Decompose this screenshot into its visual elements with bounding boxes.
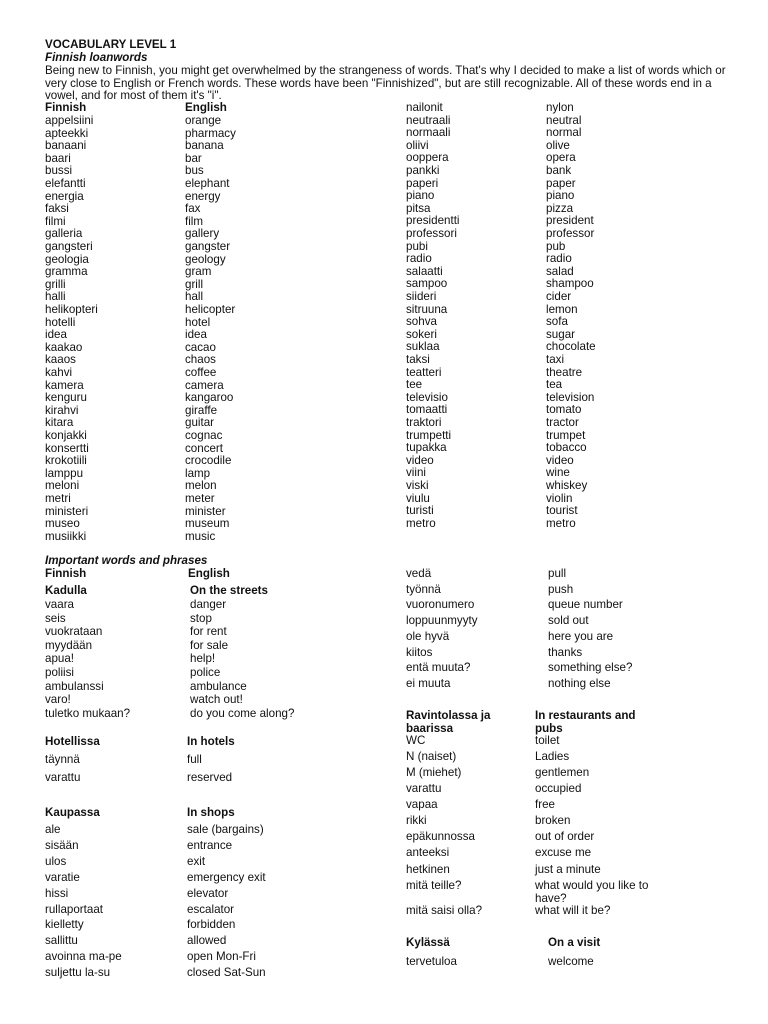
finnish-word: grilli (45, 277, 66, 291)
english-word: opera (546, 151, 576, 165)
english-word: salad (546, 264, 574, 278)
finnish-word: vaara (45, 598, 75, 611)
english-word: cider (546, 290, 572, 303)
english-word: thanks (548, 645, 583, 659)
english-word: piano (546, 189, 575, 203)
english-word: olive (546, 138, 570, 152)
finnish-word: myydään (45, 638, 93, 652)
finnish-word: energia (45, 189, 84, 203)
finnish-word: ministeri (45, 504, 89, 518)
finnish-word: geologia (45, 252, 89, 266)
streets-heading-en: On the streets (190, 584, 268, 597)
english-word: neutral (546, 113, 582, 127)
english-word: normal (546, 126, 582, 140)
hotels-heading-en: In hotels (187, 735, 235, 748)
english-word: nothing else (548, 676, 611, 690)
english-word: bar (185, 151, 202, 165)
finnish-word: WC (406, 734, 426, 747)
finnish-word: tervetuloa (406, 955, 457, 968)
restaurants-heading-fi: Ravintolassa ja baarissa (406, 709, 491, 735)
finnish-word: sokeri (406, 327, 437, 341)
english-word: melon (185, 479, 217, 493)
finnish-word: paperi (406, 176, 439, 190)
english-word: forbidden (187, 918, 236, 932)
loan-header-english: English (185, 101, 227, 114)
finnish-word: gangsteri (45, 240, 93, 253)
english-word: television (546, 390, 595, 404)
finnish-word: banaani (45, 139, 87, 153)
streets-heading-fi: Kadulla (45, 584, 87, 597)
english-word: president (546, 214, 594, 228)
finnish-word: meloni (45, 479, 80, 493)
finnish-word: varattu (45, 770, 81, 784)
finnish-word: entä muuta? (406, 661, 471, 675)
english-word: police (190, 666, 221, 679)
english-word: radio (546, 252, 572, 266)
english-word: occupied (535, 782, 582, 795)
english-word: helicopter (185, 303, 236, 316)
finnish-word: nailonit (406, 101, 443, 114)
finnish-word: teatteri (406, 365, 442, 379)
english-word: sofa (546, 315, 568, 329)
finnish-word: apteekki (45, 126, 89, 140)
finnish-word: ulos (45, 854, 67, 868)
finnish-word: varatie (45, 870, 80, 884)
english-word: theatre (546, 365, 583, 379)
english-word: gangster (185, 240, 231, 253)
shops-heading-en: In shops (187, 806, 235, 819)
finnish-word: traktori (406, 416, 442, 429)
finnish-word: työnnä (406, 582, 441, 596)
finnish-word: ooppera (406, 151, 449, 165)
english-word: Ladies (535, 750, 570, 763)
loan-header-finnish: Finnish (45, 101, 87, 114)
english-word: trumpet (546, 428, 586, 442)
finnish-word: hissi (45, 886, 69, 900)
english-word: emergency exit (187, 870, 266, 884)
english-word: just a minute (535, 863, 601, 876)
finnish-word: kirahvi (45, 403, 79, 417)
english-word: pub (546, 239, 566, 253)
finnish-word: ole hyvä (406, 629, 450, 643)
finnish-word: pitsa (406, 201, 431, 215)
finnish-word: kiitos (406, 645, 433, 659)
finnish-word: seis (45, 611, 66, 625)
finnish-word: vuoronumero (406, 598, 475, 612)
english-word: idea (185, 328, 207, 342)
english-word: tractor (546, 416, 579, 429)
finnish-word: sampoo (406, 277, 448, 291)
english-word: here you are (548, 629, 614, 643)
english-word: pharmacy (185, 126, 236, 140)
english-word: excuse me (535, 846, 592, 859)
finnish-word: rikki (406, 814, 427, 827)
english-word: entrance (187, 838, 233, 852)
english-word: taxi (546, 353, 565, 366)
finnish-word: hotelli (45, 315, 76, 329)
finnish-word: televisio (406, 390, 448, 404)
finnish-word: vapaa (406, 798, 438, 811)
finnish-word: vuokrataan (45, 625, 103, 639)
english-word: danger (190, 598, 227, 611)
english-word: shampoo (546, 277, 594, 291)
finnish-word: siideri (406, 290, 437, 303)
finnish-word: pubi (406, 239, 428, 253)
finnish-word: idea (45, 328, 67, 342)
english-word: tomato (546, 403, 582, 417)
english-word: for rent (190, 625, 227, 639)
english-word: grill (185, 277, 204, 291)
finnish-word: kenguru (45, 391, 87, 405)
finnish-word: trumpetti (406, 428, 452, 442)
english-word: paper (546, 176, 576, 190)
finnish-word: vedä (406, 567, 432, 580)
finnish-word: sisään (45, 838, 79, 852)
english-word: for sale (190, 638, 229, 652)
finnish-word: anteeksi (406, 846, 450, 859)
finnish-word: varo! (45, 693, 71, 707)
english-word: geology (185, 252, 226, 266)
shops-heading-fi: Kaupassa (45, 806, 100, 819)
english-word: elevator (187, 886, 229, 900)
english-word: concert (185, 441, 224, 455)
english-word: museum (185, 517, 230, 531)
phrases-header-finnish: Finnish (45, 567, 87, 580)
english-word: queue number (548, 598, 623, 612)
english-word: welcome (548, 955, 594, 968)
english-word: broken (535, 814, 571, 827)
finnish-word: turisti (406, 504, 434, 518)
finnish-word: sallittu (45, 934, 78, 948)
english-word: something else? (548, 661, 633, 675)
english-word: what would you like to have? (535, 879, 649, 905)
english-word: coffee (185, 366, 217, 379)
phrases-title: Important words and phrases (45, 554, 208, 567)
page-title: VOCABULARY LEVEL 1 (45, 38, 177, 51)
english-word: closed Sat-Sun (187, 966, 266, 980)
finnish-word: taksi (406, 353, 430, 366)
english-word: do you come along? (190, 706, 295, 720)
finnish-word: tupakka (406, 441, 447, 455)
finnish-word: musiikki (45, 529, 87, 543)
english-word: bank (546, 164, 572, 177)
finnish-word: normaali (406, 126, 451, 140)
finnish-word: poliisi (45, 666, 74, 679)
finnish-word: ale (45, 823, 61, 836)
finnish-word: loppuunmyyty (406, 614, 478, 628)
finnish-word: tee (406, 378, 423, 392)
finnish-word: filmi (45, 214, 66, 228)
english-word: watch out! (190, 693, 243, 707)
finnish-word: gramma (45, 265, 88, 279)
english-word: chocolate (546, 340, 596, 354)
english-word: elephant (185, 177, 230, 190)
page-subtitle: Finnish loanwords (45, 51, 148, 64)
english-word: cacao (185, 340, 216, 354)
english-word: giraffe (185, 403, 218, 417)
english-word: toilet (535, 734, 560, 747)
english-word: film (185, 214, 204, 228)
english-word: energy (185, 189, 221, 203)
finnish-word: viini (406, 466, 426, 480)
english-word: metro (546, 516, 576, 530)
english-word: meter (185, 492, 215, 505)
finnish-word: neutraali (406, 113, 451, 127)
finnish-word: oliivi (406, 138, 429, 152)
english-word: orange (185, 114, 222, 127)
finnish-word: apua! (45, 652, 75, 666)
finnish-word: N (naiset) (406, 750, 457, 763)
english-word: gram (185, 265, 212, 279)
english-word: minister (185, 504, 226, 518)
phrases-header-english: English (188, 567, 230, 580)
english-word: escalator (187, 902, 235, 916)
english-word: lamp (185, 466, 211, 480)
finnish-word: kahvi (45, 366, 73, 379)
finnish-word: sohva (406, 315, 437, 329)
finnish-word: ambulanssi (45, 679, 104, 693)
english-word: whiskey (546, 479, 588, 492)
english-word: exit (187, 854, 206, 868)
english-word: tourist (546, 504, 578, 518)
finnish-word: varattu (406, 782, 442, 795)
finnish-word: epäkunnossa (406, 830, 475, 843)
visit-heading-fi: Kylässä (406, 936, 450, 949)
hotels-heading-fi: Hotellissa (45, 735, 100, 748)
finnish-word: appelsiini (45, 114, 94, 127)
english-word: tobacco (546, 441, 587, 455)
finnish-word: tuletko mukaan? (45, 706, 131, 720)
english-word: violin (546, 491, 573, 505)
english-word: open Mon-Fri (187, 950, 256, 964)
finnish-word: kitara (45, 416, 74, 430)
finnish-word: mitä teille? (406, 879, 462, 892)
english-word: stop (190, 611, 212, 625)
english-word: camera (185, 378, 224, 392)
english-word: free (535, 798, 555, 811)
finnish-word: metri (45, 492, 71, 505)
english-word: sugar (546, 327, 576, 341)
finnish-word: lamppu (45, 466, 84, 480)
english-word: hotel (185, 315, 211, 329)
finnish-word: museo (45, 517, 80, 531)
english-word: music (185, 529, 216, 543)
english-word: hall (185, 290, 204, 304)
finnish-word: kielletty (45, 918, 84, 932)
finnish-word: presidentti (406, 214, 460, 228)
english-word: nylon (546, 101, 574, 114)
finnish-word: halli (45, 290, 66, 304)
finnish-word: ei muuta (406, 676, 451, 690)
finnish-word: bussi (45, 164, 73, 178)
english-word: banana (185, 139, 224, 153)
finnish-word: avoinna ma-pe (45, 950, 122, 964)
restaurants-heading-en: In restaurants and pubs (535, 709, 636, 735)
finnish-word: piano (406, 189, 435, 203)
english-word: tea (546, 378, 563, 392)
finnish-word: galleria (45, 227, 83, 241)
finnish-word: faksi (45, 202, 69, 216)
finnish-word: video (406, 453, 434, 467)
english-word: video (546, 453, 574, 467)
english-word: push (548, 582, 574, 596)
english-word: pizza (546, 201, 574, 215)
finnish-word: kaakao (45, 340, 83, 354)
english-word: fax (185, 202, 201, 216)
english-word: crocodile (185, 454, 232, 468)
finnish-word: konjakki (45, 429, 87, 442)
finnish-word: konsertti (45, 441, 89, 455)
finnish-word: baari (45, 151, 71, 165)
english-word: wine (546, 466, 570, 480)
english-word: chaos (185, 353, 216, 367)
finnish-word: tomaatti (406, 403, 448, 417)
english-word: reserved (187, 770, 233, 784)
visit-heading-en: On a visit (548, 936, 601, 949)
finnish-word: rullaportaat (45, 902, 104, 916)
english-word: allowed (187, 934, 227, 948)
finnish-word: hetkinen (406, 863, 450, 876)
finnish-word: kaaos (45, 353, 76, 367)
finnish-word: professori (406, 227, 457, 240)
finnish-word: elefantti (45, 177, 86, 190)
finnish-word: täynnä (45, 753, 80, 766)
finnish-word: metro (406, 516, 436, 530)
finnish-word: suljettu la-su (45, 966, 111, 980)
english-word: gentlemen (535, 766, 590, 779)
finnish-word: mitä saisi olla? (406, 904, 483, 917)
intro-paragraph: Being new to Finnish, you might get overwhelmed by the strangeness of words. That's why I decided to make a list of words which or very close to English or French words. These words have been "Finnishized", but are still recognizable. All of these words end in a vowel, and for most of them it's "i". (45, 64, 726, 102)
english-word: cognac (185, 429, 223, 442)
english-word: lemon (546, 302, 578, 316)
finnish-word: salaatti (406, 264, 443, 278)
english-word: professor (546, 227, 595, 240)
english-word: what will it be? (535, 904, 611, 917)
finnish-word: kamera (45, 378, 84, 392)
english-word: ambulance (190, 679, 247, 693)
finnish-word: sitruuna (406, 302, 448, 316)
english-word: guitar (185, 416, 215, 430)
english-word: bus (185, 164, 204, 178)
english-word: gallery (185, 227, 220, 241)
finnish-word: pankki (406, 164, 440, 177)
finnish-word: viulu (406, 491, 430, 505)
finnish-word: M (miehet) (406, 766, 462, 779)
english-word: full (187, 753, 202, 766)
english-word: sale (bargains) (187, 823, 264, 836)
finnish-word: krokotiili (45, 454, 87, 468)
english-word: pull (548, 567, 567, 580)
english-word: help! (190, 652, 216, 666)
english-word: kangaroo (185, 391, 234, 405)
finnish-word: radio (406, 252, 432, 266)
finnish-word: suklaa (406, 340, 440, 354)
finnish-word: viski (406, 479, 429, 492)
english-word: out of order (535, 830, 595, 843)
english-word: sold out (548, 614, 589, 628)
finnish-word: helikopteri (45, 303, 98, 316)
